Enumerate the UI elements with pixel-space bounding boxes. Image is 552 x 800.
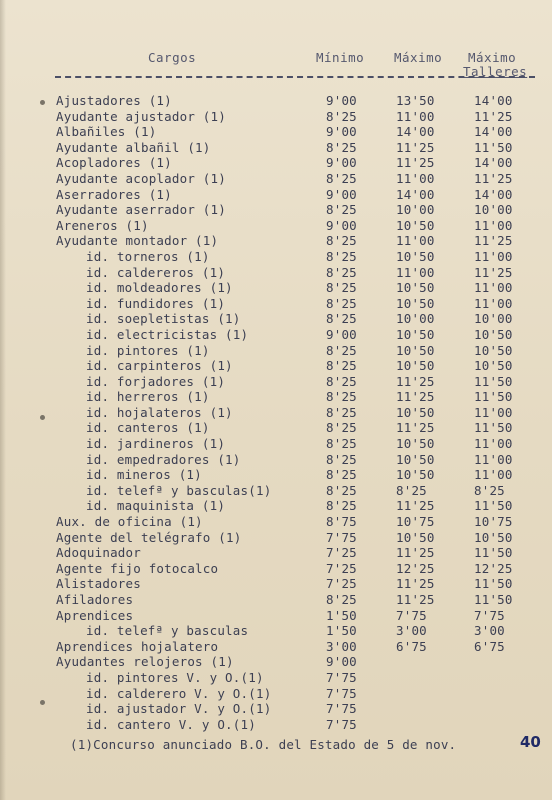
minimo-cell: 8'25 [326,404,357,420]
minimo-cell: 9'00 [326,93,357,108]
maximo-cell: 10'50 [396,217,435,233]
maximo-talleres-cell: 11'25 [474,264,513,280]
maximo-talleres-cell: 11'25 [474,170,513,186]
minimo-cell: 8'25 [326,436,357,452]
table-row [0,358,552,374]
minimo-cell: 8'25 [326,170,357,186]
maximo-cell: 10'00 [396,311,435,327]
cargo-cell: Ayudante aserrador (1) [56,202,226,218]
maximo-talleres-cell: 11'00 [474,295,513,311]
maximo-talleres-cell: 11'50 [474,576,513,592]
minimo-cell: 7'25 [326,545,357,561]
cargo-cell: id. telefª y basculas [86,623,249,639]
maximo-talleres-cell: 14'00 [474,124,513,140]
maximo-talleres-cell: 10'75 [474,514,513,530]
table-row [0,717,552,733]
table-row [0,561,552,577]
maximo-cell: 14'00 [396,124,435,140]
maximo-talleres-cell: 12'25 [474,560,513,576]
minimo-cell: 8'25 [326,373,357,389]
cargo-cell: Aprendices [56,607,134,623]
maximo-talleres-cell: 11'00 [474,436,513,452]
maximo-talleres-cell: 10'50 [474,358,513,374]
cargo-cell: Agente del telégrafo (1) [56,529,242,545]
maximo-cell: 14'00 [396,186,435,202]
cargo-cell: id. forjadores (1) [86,373,226,389]
minimo-cell: 8'25 [326,264,357,280]
table-row [0,218,552,234]
table-row [0,327,552,343]
maximo-talleres-cell: 11'25 [474,108,513,124]
table-row [0,530,552,546]
cargo-cell: id. mineros (1) [86,467,202,483]
maximo-talleres-cell: 10'00 [474,202,513,218]
minimo-cell: 8'25 [326,482,357,498]
cargo-cell: id. torneros (1) [86,248,210,264]
maximo-cell: 12'25 [396,560,435,576]
minimo-cell: 9'00 [326,155,357,171]
maximo-cell: 6'75 [396,638,427,654]
table-row [0,389,552,405]
table-row [0,545,552,561]
cargo-cell: id. herreros (1) [86,389,210,405]
header-maximo-talleres-line2: Talleres [463,64,528,79]
maximo-cell: 11'00 [396,170,435,186]
minimo-cell: 8'75 [326,514,357,530]
cargo-cell: id. electricistas (1) [86,326,249,342]
maximo-cell: 10'50 [396,295,435,311]
maximo-cell: 10'50 [396,342,435,358]
table-body [0,93,552,732]
maximo-cell: 11'25 [396,155,435,171]
table-row [0,608,552,624]
table-row [0,436,552,452]
maximo-talleres-cell: 10'50 [474,529,513,545]
cargo-cell: id. carpinteros (1) [86,358,233,374]
maximo-cell: 10'50 [396,529,435,545]
maximo-cell: 10'50 [396,404,435,420]
maximo-cell: 13'50 [396,93,435,108]
maximo-talleres-cell: 7'75 [474,607,505,623]
minimo-cell: 8'25 [326,311,357,327]
maximo-talleres-cell: 11'50 [474,373,513,389]
table-row [0,483,552,499]
table-row [0,701,552,717]
minimo-cell: 8'25 [326,592,357,607]
table-row [0,249,552,265]
minimo-cell: 9'00 [326,186,357,202]
maximo-talleres-cell: 6'75 [474,638,505,654]
cargo-cell: Ayudante montador (1) [56,233,219,249]
table-row [0,452,552,468]
table-row [0,623,552,639]
minimo-cell: 8'25 [326,420,357,436]
maximo-talleres-cell: 3'00 [474,623,505,639]
table-header [0,44,552,84]
maximo-talleres-cell: 8'25 [474,482,505,498]
maximo-talleres-cell: 14'00 [474,93,513,108]
table-row [0,686,552,702]
cargo-cell: id. calderero V. y O.(1) [86,685,272,701]
maximo-talleres-cell: 11'00 [474,280,513,296]
minimo-cell: 8'25 [326,139,357,155]
minimo-cell: 7'75 [326,529,357,545]
minimo-cell: 7'25 [326,560,357,576]
maximo-cell: 8'25 [396,482,427,498]
cargo-cell: Albañiles (1) [56,124,157,140]
table-row [0,109,552,125]
minimo-cell: 9'00 [326,217,357,233]
cargo-cell: Ajustadores (1) [56,93,172,108]
maximo-cell: 11'25 [396,498,435,514]
cargo-cell: Aprendices hojalatero [56,638,219,654]
maximo-talleres-cell: 10'00 [474,311,513,327]
minimo-cell: 9'00 [326,124,357,140]
minimo-cell: 8'25 [326,202,357,218]
header-maximo: Máximo [394,50,443,65]
minimo-cell: 9'00 [326,326,357,342]
table-row [0,374,552,390]
table-row [0,420,552,436]
cargo-cell: Acopladores (1) [56,155,172,171]
maximo-talleres-cell: 11'00 [474,451,513,467]
maximo-cell: 10'50 [396,436,435,452]
minimo-cell: 8'25 [326,342,357,358]
table-row [0,233,552,249]
page-number: 40 [520,733,541,751]
maximo-cell: 7'75 [396,607,427,623]
maximo-talleres-cell: 11'00 [474,217,513,233]
minimo-cell: 8'25 [326,467,357,483]
maximo-talleres-cell: 14'00 [474,186,513,202]
minimo-cell: 1'50 [326,607,357,623]
minimo-cell: 8'25 [326,498,357,514]
cargo-cell: Aux. de oficina (1) [56,514,203,530]
header-divider [55,76,535,78]
cargo-cell: id. soepletistas (1) [86,311,241,327]
table-row [0,670,552,686]
minimo-cell: 7'75 [326,669,357,685]
maximo-talleres-cell: 11'50 [474,498,513,514]
table-row [0,311,552,327]
cargo-cell: Agente fijo fotocalco [56,560,219,576]
table-row [0,405,552,421]
table-row [0,576,552,592]
maximo-talleres-cell: 11'50 [474,139,513,155]
maximo-cell: 10'75 [396,514,435,530]
table-row [0,639,552,655]
table-row [0,187,552,203]
maximo-cell: 11'00 [396,264,435,280]
maximo-cell: 11'25 [396,139,435,155]
minimo-cell: 8'25 [326,248,357,264]
cargo-cell: id. canteros (1) [86,420,210,436]
cargo-cell: id. caldereros (1) [86,264,226,280]
cargo-cell: Ayudante albañil (1) [56,139,211,155]
table-row [0,265,552,281]
table-row [0,93,552,109]
maximo-cell: 11'25 [396,373,435,389]
maximo-cell: 10'50 [396,326,435,342]
minimo-cell: 7'25 [326,576,357,592]
minimo-cell: 7'75 [326,716,357,732]
cargo-cell: id. cantero V. y O.(1) [86,716,256,732]
minimo-cell: 8'25 [326,233,357,249]
table-row [0,498,552,514]
cargo-cell: Afiladores [56,592,134,607]
table-row [0,592,552,608]
minimo-cell: 7'75 [326,685,357,701]
header-minimo: Mínimo [316,50,365,65]
cargo-cell: Ayudante acoplador (1) [56,170,226,186]
maximo-cell: 11'25 [396,592,435,607]
maximo-cell: 10'50 [396,358,435,374]
cargo-cell: id. pintores V. y O.(1) [86,669,264,685]
minimo-cell: 3'00 [326,638,357,654]
table-row [0,467,552,483]
minimo-cell: 8'25 [326,358,357,374]
cargo-cell: Areneros (1) [56,217,149,233]
cargo-cell: id. hojalateros (1) [86,404,233,420]
maximo-cell: 11'25 [396,576,435,592]
table-row [0,202,552,218]
header-maximo-talleres-line1: Máximo [468,50,517,65]
cargo-cell: id. telefª y basculas(1) [86,482,272,498]
minimo-cell: 8'25 [326,451,357,467]
maximo-cell: 10'50 [396,467,435,483]
maximo-cell: 11'25 [396,545,435,561]
maximo-talleres-cell: 11'25 [474,233,513,249]
maximo-talleres-cell: 11'00 [474,404,513,420]
table-row [0,155,552,171]
minimo-cell: 8'25 [326,280,357,296]
table-row [0,124,552,140]
maximo-talleres-cell: 11'00 [474,248,513,264]
maximo-cell: 11'00 [396,108,435,124]
cargo-cell: Ayudantes relojeros (1) [56,654,234,670]
table-row [0,514,552,530]
cargo-cell: id. pintores (1) [86,342,210,358]
minimo-cell: 8'25 [326,389,357,405]
maximo-cell: 10'50 [396,248,435,264]
table-row [0,280,552,296]
maximo-talleres-cell: 14'00 [474,155,513,171]
table-row [0,654,552,670]
cargo-cell: id. empedradores (1) [86,451,241,467]
maximo-talleres-cell: 11'00 [474,467,513,483]
table-row [0,171,552,187]
minimo-cell: 8'25 [326,108,357,124]
maximo-talleres-cell: 11'50 [474,389,513,405]
maximo-cell: 10'50 [396,280,435,296]
maximo-cell: 11'25 [396,389,435,405]
cargo-cell: Adoquinador [56,545,141,561]
maximo-cell: 11'25 [396,420,435,436]
cargo-cell: id. ajustador V. y O.(1) [86,701,272,717]
table-row [0,296,552,312]
cargo-cell: id. jardineros (1) [86,436,226,452]
table-row [0,343,552,359]
minimo-cell: 8'25 [326,295,357,311]
minimo-cell: 1'50 [326,623,357,639]
maximo-cell: 3'00 [396,623,427,639]
cargo-cell: Aserradores (1) [56,186,172,202]
table-row [0,140,552,156]
cargo-cell: id. moldeadores (1) [86,280,233,296]
maximo-talleres-cell: 10'50 [474,326,513,342]
cargo-cell: Alistadores [56,576,141,592]
maximo-cell: 10'50 [396,451,435,467]
maximo-talleres-cell: 10'50 [474,342,513,358]
maximo-talleres-cell: 11'50 [474,545,513,561]
minimo-cell: 7'75 [326,701,357,717]
cargo-cell: id. maquinista (1) [86,498,226,514]
cargo-cell: Ayudante ajustador (1) [56,108,226,124]
minimo-cell: 9'00 [326,654,357,670]
cargo-cell: id. fundidores (1) [86,295,226,311]
maximo-cell: 10'00 [396,202,435,218]
header-cargos: Cargos [148,50,197,65]
maximo-cell: 11'00 [396,233,435,249]
footnote: (1)Concurso anunciado B.O. del Estado de 5 de nov. [70,737,457,752]
maximo-talleres-cell: 11'50 [474,592,513,607]
maximo-talleres-cell: 11'50 [474,420,513,436]
